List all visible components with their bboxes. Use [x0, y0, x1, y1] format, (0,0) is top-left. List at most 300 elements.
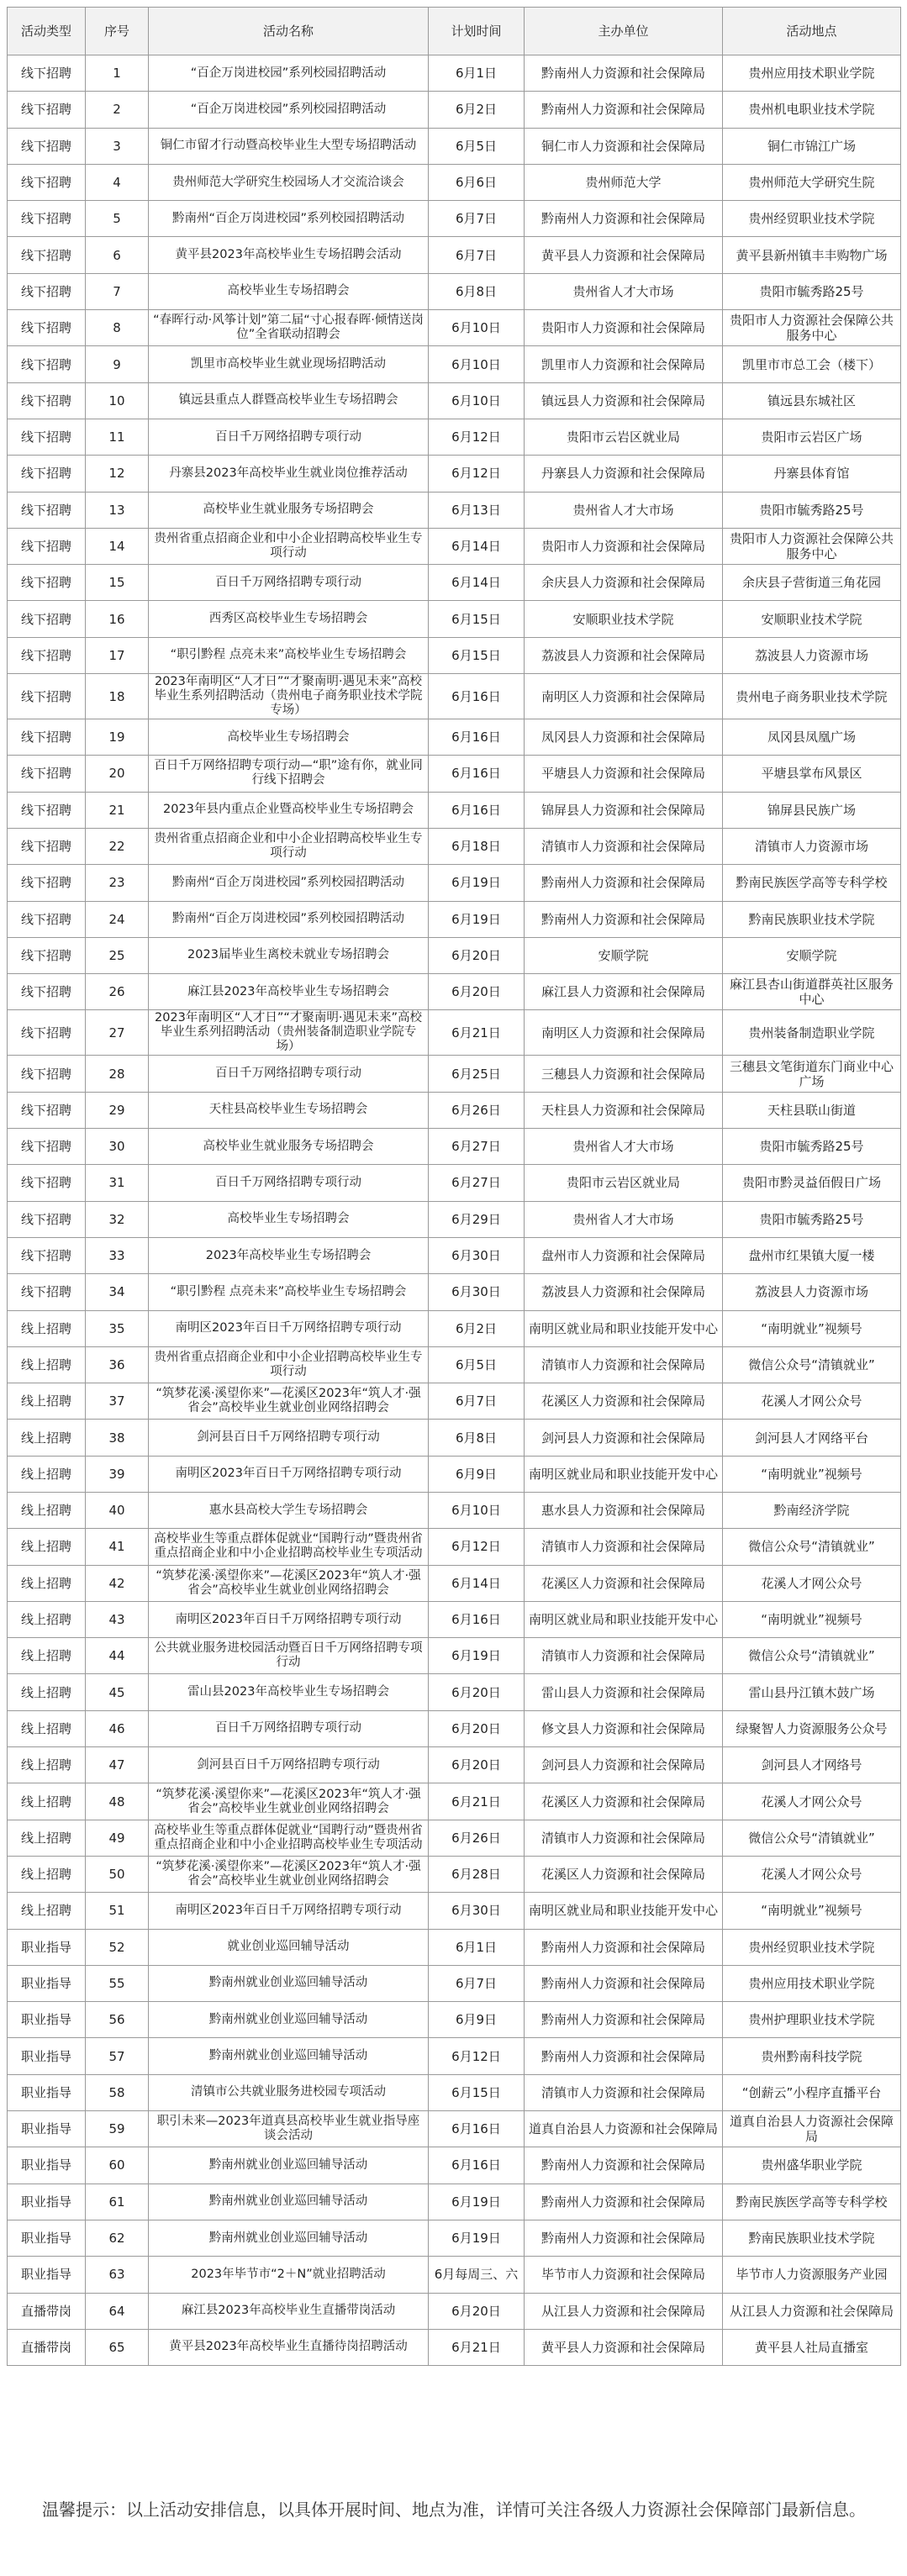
cell-organizer: 清镇市人力资源和社会保障局 — [525, 1346, 723, 1383]
cell-serial-number: 45 — [86, 1674, 149, 1710]
cell-serial-number: 63 — [86, 2257, 149, 2293]
cell-activity-type: 线下招聘 — [8, 1129, 86, 1165]
cell-organizer: 锦屏县人力资源和社会保障局 — [525, 792, 723, 828]
cell-planned-time: 6月19日 — [429, 2220, 525, 2256]
cell-organizer: 花溪区人力资源和社会保障局 — [525, 1565, 723, 1601]
table-row — [8, 1856, 901, 1892]
cell-location: 贵州护理职业技术学院 — [723, 2002, 901, 2038]
cell-serial-number: 31 — [86, 1165, 149, 1201]
cell-activity-name: 剑河县百日千万网络招聘专项行动 — [149, 1747, 429, 1783]
cell-activity-type: 线上招聘 — [8, 1492, 86, 1528]
cell-organizer: 南明区就业局和职业技能开发中心 — [525, 1310, 723, 1346]
cell-activity-name: 高校毕业生就业服务专场招聘会 — [149, 1129, 429, 1165]
cell-serial-number: 49 — [86, 1820, 149, 1856]
cell-organizer: 荔波县人力资源和社会保障局 — [525, 637, 723, 673]
cell-planned-time: 6月9日 — [429, 1456, 525, 1492]
cell-serial-number: 52 — [86, 1929, 149, 1965]
cell-planned-time: 6月29日 — [429, 1201, 525, 1237]
cell-planned-time: 6月1日 — [429, 55, 525, 92]
cell-location: 凯里市市总工会（楼下） — [723, 346, 901, 382]
cell-organizer: 盘州市人力资源和社会保障局 — [525, 1237, 723, 1273]
cell-organizer: 清镇市人力资源和社会保障局 — [525, 1638, 723, 1674]
cell-serial-number: 34 — [86, 1274, 149, 1310]
recruitment-schedule-table — [7, 7, 901, 2366]
cell-activity-type: 职业指导 — [8, 1929, 86, 1965]
cell-planned-time: 6月15日 — [429, 637, 525, 673]
cell-serial-number: 65 — [86, 2329, 149, 2365]
table-row — [8, 1710, 901, 1746]
cell-activity-type: 线下招聘 — [8, 346, 86, 382]
table-row — [8, 1820, 901, 1856]
cell-activity-name: 铜仁市留才行动暨高校毕业生大型专场招聘活动 — [149, 128, 429, 164]
cell-activity-type: 线下招聘 — [8, 1056, 86, 1092]
cell-activity-name: 剑河县百日千万网络招聘专项行动 — [149, 1420, 429, 1456]
cell-serial-number: 2 — [86, 92, 149, 128]
cell-location: 黔南民族职业技术学院 — [723, 901, 901, 937]
cell-organizer: 贵阳市云岩区就业局 — [525, 1165, 723, 1201]
cell-planned-time: 6月15日 — [429, 2074, 525, 2110]
cell-serial-number: 12 — [86, 456, 149, 492]
cell-location: 从江县人力资源和社会保障局 — [723, 2293, 901, 2329]
cell-serial-number: 38 — [86, 1420, 149, 1456]
cell-location: 锦屏县民族广场 — [723, 792, 901, 828]
table-row — [8, 865, 901, 901]
cell-activity-type: 线上招聘 — [8, 1529, 86, 1565]
cell-activity-type: 线上招聘 — [8, 1383, 86, 1420]
cell-location: 贵州应用技术职业学院 — [723, 55, 901, 92]
cell-planned-time: 6月28日 — [429, 1856, 525, 1892]
cell-activity-name: 黔南州就业创业巡回辅导活动 — [149, 2147, 429, 2184]
cell-activity-name: 2023年毕节市“2＋N”就业招聘活动 — [149, 2257, 429, 2293]
cell-activity-name: 就业创业巡回辅导活动 — [149, 1929, 429, 1965]
cell-planned-time: 6月27日 — [429, 1129, 525, 1165]
cell-location: “南明就业”视频号 — [723, 1893, 901, 1929]
cell-organizer: 南明区人力资源和社会保障局 — [525, 674, 723, 719]
cell-location: 微信公众号“清镇就业” — [723, 1346, 901, 1383]
cell-location: 天柱县联山街道 — [723, 1092, 901, 1128]
cell-activity-name: “筑梦花溪·溪望你来”—花溪区2023年“筑人才·强省会”高校毕业生就业创业网络招聘会 — [149, 1383, 429, 1420]
cell-location: “南明就业”视频号 — [723, 1601, 901, 1637]
cell-activity-type: 职业指导 — [8, 2111, 86, 2147]
cell-planned-time: 6月20日 — [429, 2293, 525, 2329]
cell-serial-number: 23 — [86, 865, 149, 901]
cell-location: 荔波县人力资源市场 — [723, 1274, 901, 1310]
table-row — [8, 2147, 901, 2184]
cell-activity-name: 黄平县2023年高校毕业生直播待岗招聘活动 — [149, 2329, 429, 2365]
cell-serial-number: 30 — [86, 1129, 149, 1165]
table-row — [8, 1529, 901, 1565]
cell-location: 贵阳市人力资源社会保障公共服务中心 — [723, 310, 901, 346]
table-row — [8, 2184, 901, 2220]
table-row — [8, 456, 901, 492]
table-row — [8, 492, 901, 528]
cell-organizer: 安顺职业技术学院 — [525, 601, 723, 637]
cell-serial-number: 20 — [86, 756, 149, 792]
cell-activity-name: 黔南州“百企万岗进校园”系列校园招聘活动 — [149, 865, 429, 901]
cell-activity-type: 线下招聘 — [8, 601, 86, 637]
cell-activity-type: 线下招聘 — [8, 901, 86, 937]
cell-planned-time: 6月6日 — [429, 164, 525, 200]
cell-activity-name: 高校毕业生专场招聘会 — [149, 1201, 429, 1237]
cell-planned-time: 6月26日 — [429, 1092, 525, 1128]
cell-location: 贵阳市黔灵益佰假日广场 — [723, 1165, 901, 1201]
cell-organizer: 麻江县人力资源和社会保障局 — [525, 974, 723, 1010]
cell-activity-name: 百日千万网络招聘专项行动 — [149, 565, 429, 601]
cell-activity-name: “百企万岗进校园”系列校园招聘活动 — [149, 55, 429, 92]
cell-planned-time: 6月21日 — [429, 2329, 525, 2365]
cell-activity-type: 线上招聘 — [8, 1310, 86, 1346]
header-location: 活动地点 — [723, 8, 901, 55]
cell-activity-name: 惠水县高校大学生专场招聘会 — [149, 1492, 429, 1528]
cell-activity-type: 直播带岗 — [8, 2293, 86, 2329]
table-row — [8, 92, 901, 128]
cell-activity-type: 职业指导 — [8, 2038, 86, 2074]
cell-activity-name: 凯里市高校毕业生就业现场招聘活动 — [149, 346, 429, 382]
cell-activity-name: 百日千万网络招聘专项行动 — [149, 1056, 429, 1092]
cell-serial-number: 22 — [86, 828, 149, 864]
table-row — [8, 1237, 901, 1273]
cell-activity-type: 线上招聘 — [8, 1638, 86, 1674]
cell-organizer: 贵州师范大学 — [525, 164, 723, 200]
cell-activity-type: 线上招聘 — [8, 1346, 86, 1383]
cell-location: 花溪人才网公众号 — [723, 1383, 901, 1420]
cell-location: 铜仁市锦江广场 — [723, 128, 901, 164]
cell-activity-name: 黔南州就业创业巡回辅导活动 — [149, 1965, 429, 2001]
header-activity-type: 活动类型 — [8, 8, 86, 55]
table-row — [8, 601, 901, 637]
cell-activity-name: 天柱县高校毕业生专场招聘会 — [149, 1092, 429, 1128]
cell-organizer: 花溪区人力资源和社会保障局 — [525, 1856, 723, 1892]
cell-activity-type: 线上招聘 — [8, 1710, 86, 1746]
cell-organizer: 花溪区人力资源和社会保障局 — [525, 1783, 723, 1820]
cell-serial-number: 57 — [86, 2038, 149, 2074]
cell-location: 贵州经贸职业技术学院 — [723, 201, 901, 237]
table-row — [8, 1783, 901, 1820]
cell-location: 贵州应用技术职业学院 — [723, 1965, 901, 2001]
cell-activity-type: 线上招聘 — [8, 1820, 86, 1856]
cell-organizer: 黔南州人力资源和社会保障局 — [525, 2002, 723, 2038]
cell-location: 贵阳市毓秀路25号 — [723, 273, 901, 309]
cell-serial-number: 10 — [86, 382, 149, 419]
cell-organizer: 黔南州人力资源和社会保障局 — [525, 55, 723, 92]
table-row — [8, 1965, 901, 2001]
cell-planned-time: 6月20日 — [429, 937, 525, 973]
cell-serial-number: 7 — [86, 273, 149, 309]
cell-serial-number: 36 — [86, 1346, 149, 1383]
cell-organizer: 丹寨县人力资源和社会保障局 — [525, 456, 723, 492]
cell-serial-number: 43 — [86, 1601, 149, 1637]
cell-activity-name: 职引未来—2023年道真县高校毕业生就业指导座谈会活动 — [149, 2111, 429, 2147]
cell-activity-type: 线下招聘 — [8, 565, 86, 601]
cell-organizer: 荔波县人力资源和社会保障局 — [525, 1274, 723, 1310]
table-row — [8, 128, 901, 164]
table-row — [8, 1893, 901, 1929]
cell-planned-time: 6月30日 — [429, 1237, 525, 1273]
cell-organizer: 南明区就业局和职业技能开发中心 — [525, 1601, 723, 1637]
cell-activity-name: 贵州省重点招商企业和中小企业招聘高校毕业生专项行动 — [149, 528, 429, 564]
cell-location: 余庆县子营街道三角花园 — [723, 565, 901, 601]
cell-serial-number: 41 — [86, 1529, 149, 1565]
cell-location: 贵州师范大学研究生院 — [723, 164, 901, 200]
cell-location: 毕节市人力资源服务产业园 — [723, 2257, 901, 2293]
table-row — [8, 756, 901, 792]
cell-location: 贵州机电职业技术学院 — [723, 92, 901, 128]
cell-activity-name: 南明区2023年百日千万网络招聘专项行动 — [149, 1456, 429, 1492]
cell-organizer: 黔南州人力资源和社会保障局 — [525, 1965, 723, 2001]
cell-organizer: 黔南州人力资源和社会保障局 — [525, 901, 723, 937]
cell-organizer: 余庆县人力资源和社会保障局 — [525, 565, 723, 601]
cell-organizer: 平塘县人力资源和社会保障局 — [525, 756, 723, 792]
cell-activity-type: 线下招聘 — [8, 637, 86, 673]
table-row — [8, 164, 901, 200]
cell-planned-time: 6月12日 — [429, 2038, 525, 2074]
cell-activity-name: 公共就业服务进校园活动暨百日千万网络招聘专项行动 — [149, 1638, 429, 1674]
cell-serial-number: 13 — [86, 492, 149, 528]
table-row — [8, 1056, 901, 1092]
cell-organizer: 贵阳市云岩区就业局 — [525, 419, 723, 455]
cell-activity-name: “筑梦花溪·溪望你来”—花溪区2023年“筑人才·强省会”高校毕业生就业创业网络招聘会 — [149, 1856, 429, 1892]
cell-organizer: 黄平县人力资源和社会保障局 — [525, 2329, 723, 2365]
cell-serial-number: 40 — [86, 1492, 149, 1528]
cell-organizer: 南明区人力资源和社会保障局 — [525, 1010, 723, 1056]
cell-activity-name: 贵州省重点招商企业和中小企业招聘高校毕业生专项行动 — [149, 1346, 429, 1383]
cell-organizer: 凤冈县人力资源和社会保障局 — [525, 719, 723, 756]
cell-activity-name: 贵州省重点招商企业和中小企业招聘高校毕业生专项行动 — [149, 828, 429, 864]
header-organizer: 主办单位 — [525, 8, 723, 55]
cell-organizer: 剑河县人力资源和社会保障局 — [525, 1420, 723, 1456]
cell-organizer: 黔南州人力资源和社会保障局 — [525, 92, 723, 128]
cell-activity-type: 职业指导 — [8, 2147, 86, 2184]
cell-serial-number: 18 — [86, 674, 149, 719]
cell-organizer: 贵州省人才大市场 — [525, 1201, 723, 1237]
cell-activity-type: 线下招聘 — [8, 382, 86, 419]
cell-location: 雷山县丹江镇木鼓广场 — [723, 1674, 901, 1710]
cell-organizer: 安顺学院 — [525, 937, 723, 973]
cell-location: 黔南经济学院 — [723, 1492, 901, 1528]
cell-planned-time: 6月7日 — [429, 201, 525, 237]
table-row — [8, 1492, 901, 1528]
cell-location: 绿聚智人力资源服务公众号 — [723, 1710, 901, 1746]
cell-organizer: 黔南州人力资源和社会保障局 — [525, 2038, 723, 2074]
cell-activity-type: 职业指导 — [8, 2257, 86, 2293]
cell-activity-name: 2023年南明区“人才日”“才聚南明·遇见未来”高校毕业生系列招聘活动（贵州装备制造职业学院专场） — [149, 1010, 429, 1056]
cell-activity-type: 职业指导 — [8, 2220, 86, 2256]
cell-planned-time: 6月19日 — [429, 901, 525, 937]
cell-location: 贵阳市毓秀路25号 — [723, 1129, 901, 1165]
cell-serial-number: 35 — [86, 1310, 149, 1346]
cell-location: 贵州装备制造职业学院 — [723, 1010, 901, 1056]
cell-serial-number: 46 — [86, 1710, 149, 1746]
table-row — [8, 2002, 901, 2038]
cell-location: 道真自治县人力资源社会保障局 — [723, 2111, 901, 2147]
table-row — [8, 2329, 901, 2365]
table-row — [8, 1674, 901, 1710]
cell-activity-name: 南明区2023年百日千万网络招聘专项行动 — [149, 1893, 429, 1929]
cell-planned-time: 6月5日 — [429, 128, 525, 164]
cell-planned-time: 6月10日 — [429, 382, 525, 419]
cell-location: 麻江县杏山街道群英社区服务中心 — [723, 974, 901, 1010]
cell-planned-time: 6月13日 — [429, 492, 525, 528]
cell-activity-type: 线下招聘 — [8, 937, 86, 973]
table-row — [8, 674, 901, 719]
cell-location: 平塘县掌布风景区 — [723, 756, 901, 792]
cell-activity-type: 直播带岗 — [8, 2329, 86, 2365]
table-row — [8, 2257, 901, 2293]
cell-location: 黔南民族医学高等专科学校 — [723, 865, 901, 901]
cell-activity-type: 线下招聘 — [8, 1237, 86, 1273]
table-row — [8, 2074, 901, 2110]
cell-serial-number: 14 — [86, 528, 149, 564]
cell-planned-time: 6月5日 — [429, 1346, 525, 1383]
cell-planned-time: 6月21日 — [429, 1010, 525, 1056]
cell-activity-type: 线下招聘 — [8, 92, 86, 128]
cell-location: 剑河县人才网络号 — [723, 1747, 901, 1783]
cell-serial-number: 42 — [86, 1565, 149, 1601]
cell-serial-number: 33 — [86, 1237, 149, 1273]
cell-location: “南明就业”视频号 — [723, 1310, 901, 1346]
table-row — [8, 1456, 901, 1492]
cell-activity-name: 雷山县2023年高校毕业生专场招聘会 — [149, 1674, 429, 1710]
cell-activity-name: “筑梦花溪·溪望你来”—花溪区2023年“筑人才·强省会”高校毕业生就业创业网络招聘会 — [149, 1783, 429, 1820]
cell-location: 安顺职业技术学院 — [723, 601, 901, 637]
cell-activity-type: 线上招聘 — [8, 1783, 86, 1820]
cell-activity-type: 线上招聘 — [8, 1565, 86, 1601]
cell-organizer: 凯里市人力资源和社会保障局 — [525, 346, 723, 382]
table-row — [8, 1274, 901, 1310]
cell-activity-name: 黔南州“百企万岗进校园”系列校园招聘活动 — [149, 201, 429, 237]
cell-location: 清镇市人力资源市场 — [723, 828, 901, 864]
cell-activity-name: “春晖行动·风筝计划”第二届“寸心报春晖·倾情送岗位”全省联动招聘会 — [149, 310, 429, 346]
cell-planned-time: 6月1日 — [429, 1929, 525, 1965]
cell-activity-type: 线下招聘 — [8, 164, 86, 200]
cell-activity-name: 黄平县2023年高校毕业生专场招聘会活动 — [149, 237, 429, 273]
cell-location: 剑河县人才网络平台 — [723, 1420, 901, 1456]
cell-organizer: 贵阳市人力资源和社会保障局 — [525, 528, 723, 564]
cell-location: 三穗县文笔街道东门商业中心广场 — [723, 1056, 901, 1092]
cell-serial-number: 61 — [86, 2184, 149, 2220]
cell-organizer: 黔南州人力资源和社会保障局 — [525, 865, 723, 901]
cell-activity-type: 线下招聘 — [8, 974, 86, 1010]
cell-planned-time: 6月12日 — [429, 456, 525, 492]
table-row — [8, 901, 901, 937]
cell-activity-type: 线下招聘 — [8, 528, 86, 564]
table-row — [8, 1638, 901, 1674]
cell-activity-type: 线下招聘 — [8, 55, 86, 92]
cell-location: “创薪云”小程序直播平台 — [723, 2074, 901, 2110]
table-row — [8, 1092, 901, 1128]
table-row — [8, 382, 901, 419]
cell-activity-name: 南明区2023年百日千万网络招聘专项行动 — [149, 1310, 429, 1346]
cell-organizer: 剑河县人力资源和社会保障局 — [525, 1747, 723, 1783]
cell-activity-name: 黔南州就业创业巡回辅导活动 — [149, 2038, 429, 2074]
cell-planned-time: 6月20日 — [429, 974, 525, 1010]
cell-organizer: 南明区就业局和职业技能开发中心 — [525, 1893, 723, 1929]
cell-activity-type: 线上招聘 — [8, 1420, 86, 1456]
cell-activity-type: 线下招聘 — [8, 273, 86, 309]
cell-location: 贵阳市云岩区广场 — [723, 419, 901, 455]
cell-serial-number: 3 — [86, 128, 149, 164]
cell-activity-type: 职业指导 — [8, 2184, 86, 2220]
cell-activity-name: 丹寨县2023年高校毕业生就业岗位推荐活动 — [149, 456, 429, 492]
cell-serial-number: 28 — [86, 1056, 149, 1092]
cell-activity-name: 麻江县2023年高校毕业生直播带岗活动 — [149, 2293, 429, 2329]
cell-activity-type: 线下招聘 — [8, 237, 86, 273]
cell-activity-type: 线下招聘 — [8, 492, 86, 528]
cell-activity-type: 线下招聘 — [8, 1201, 86, 1237]
cell-activity-name: “职引黔程 点亮未来”高校毕业生专场招聘会 — [149, 1274, 429, 1310]
cell-planned-time: 6月16日 — [429, 1601, 525, 1637]
cell-organizer: 清镇市人力资源和社会保障局 — [525, 1529, 723, 1565]
cell-planned-time: 6月30日 — [429, 1893, 525, 1929]
notice-text: 温馨提示：以上活动安排信息，以具体开展时间、地点为准，详情可关注各级人力资源社会保障部门最新信息。 — [42, 2500, 866, 2520]
header-activity-name: 活动名称 — [149, 8, 429, 55]
cell-activity-name: 高校毕业生等重点群体促就业“国聘行动”暨贵州省重点招商企业和中小企业招聘高校毕业生专项活动 — [149, 1820, 429, 1856]
cell-planned-time: 6月每周三、六 — [429, 2257, 525, 2293]
cell-planned-time: 6月12日 — [429, 1529, 525, 1565]
cell-location: 微信公众号“清镇就业” — [723, 1820, 901, 1856]
cell-location: “南明就业”视频号 — [723, 1456, 901, 1492]
table-row — [8, 937, 901, 973]
table-row — [8, 1129, 901, 1165]
table-row — [8, 1565, 901, 1601]
cell-location: 黄平县新州镇丰丰购物广场 — [723, 237, 901, 273]
cell-activity-type: 线上招聘 — [8, 1747, 86, 1783]
cell-location: 贵州经贸职业技术学院 — [723, 1929, 901, 1965]
cell-activity-name: “百企万岗进校园”系列校园招聘活动 — [149, 92, 429, 128]
cell-activity-type: 线下招聘 — [8, 1010, 86, 1056]
cell-location: 微信公众号“清镇就业” — [723, 1638, 901, 1674]
cell-planned-time: 6月15日 — [429, 601, 525, 637]
cell-planned-time: 6月10日 — [429, 346, 525, 382]
cell-serial-number: 58 — [86, 2074, 149, 2110]
cell-planned-time: 6月10日 — [429, 1492, 525, 1528]
table-row — [8, 828, 901, 864]
cell-planned-time: 6月8日 — [429, 1420, 525, 1456]
cell-activity-type: 线下招聘 — [8, 719, 86, 756]
cell-location: 花溪人才网公众号 — [723, 1856, 901, 1892]
cell-organizer: 从江县人力资源和社会保障局 — [525, 2293, 723, 2329]
table-header-row — [8, 8, 901, 55]
cell-activity-type: 线上招聘 — [8, 1674, 86, 1710]
cell-activity-name: 黔南州就业创业巡回辅导活动 — [149, 2220, 429, 2256]
table-row — [8, 1201, 901, 1237]
cell-organizer: 黔南州人力资源和社会保障局 — [525, 201, 723, 237]
cell-activity-name: 百日千万网络招聘专项行动 — [149, 419, 429, 455]
cell-location: 镇远县东城社区 — [723, 382, 901, 419]
cell-activity-type: 线下招聘 — [8, 828, 86, 864]
cell-serial-number: 26 — [86, 974, 149, 1010]
cell-serial-number: 60 — [86, 2147, 149, 2184]
cell-location: 凤冈县凤凰广场 — [723, 719, 901, 756]
cell-activity-name: 2023年南明区“人才日”“才聚南明·遇见未来”高校毕业生系列招聘活动（贵州电子商务职业技术学院专场） — [149, 674, 429, 719]
cell-planned-time: 6月20日 — [429, 1674, 525, 1710]
cell-activity-type: 线下招聘 — [8, 756, 86, 792]
cell-organizer: 铜仁市人力资源和社会保障局 — [525, 128, 723, 164]
cell-serial-number: 32 — [86, 1201, 149, 1237]
cell-planned-time: 6月16日 — [429, 674, 525, 719]
cell-planned-time: 6月16日 — [429, 2111, 525, 2147]
cell-planned-time: 6月26日 — [429, 1820, 525, 1856]
table-row — [8, 2038, 901, 2074]
cell-activity-type: 线下招聘 — [8, 456, 86, 492]
cell-planned-time: 6月18日 — [429, 828, 525, 864]
cell-activity-name: 黔南州“百企万岗进校园”系列校园招聘活动 — [149, 901, 429, 937]
cell-activity-name: 黔南州就业创业巡回辅导活动 — [149, 2184, 429, 2220]
cell-activity-name: 镇远县重点人群暨高校毕业生专场招聘会 — [149, 382, 429, 419]
cell-activity-name: 高校毕业生就业服务专场招聘会 — [149, 492, 429, 528]
cell-serial-number: 9 — [86, 346, 149, 382]
table-row — [8, 273, 901, 309]
